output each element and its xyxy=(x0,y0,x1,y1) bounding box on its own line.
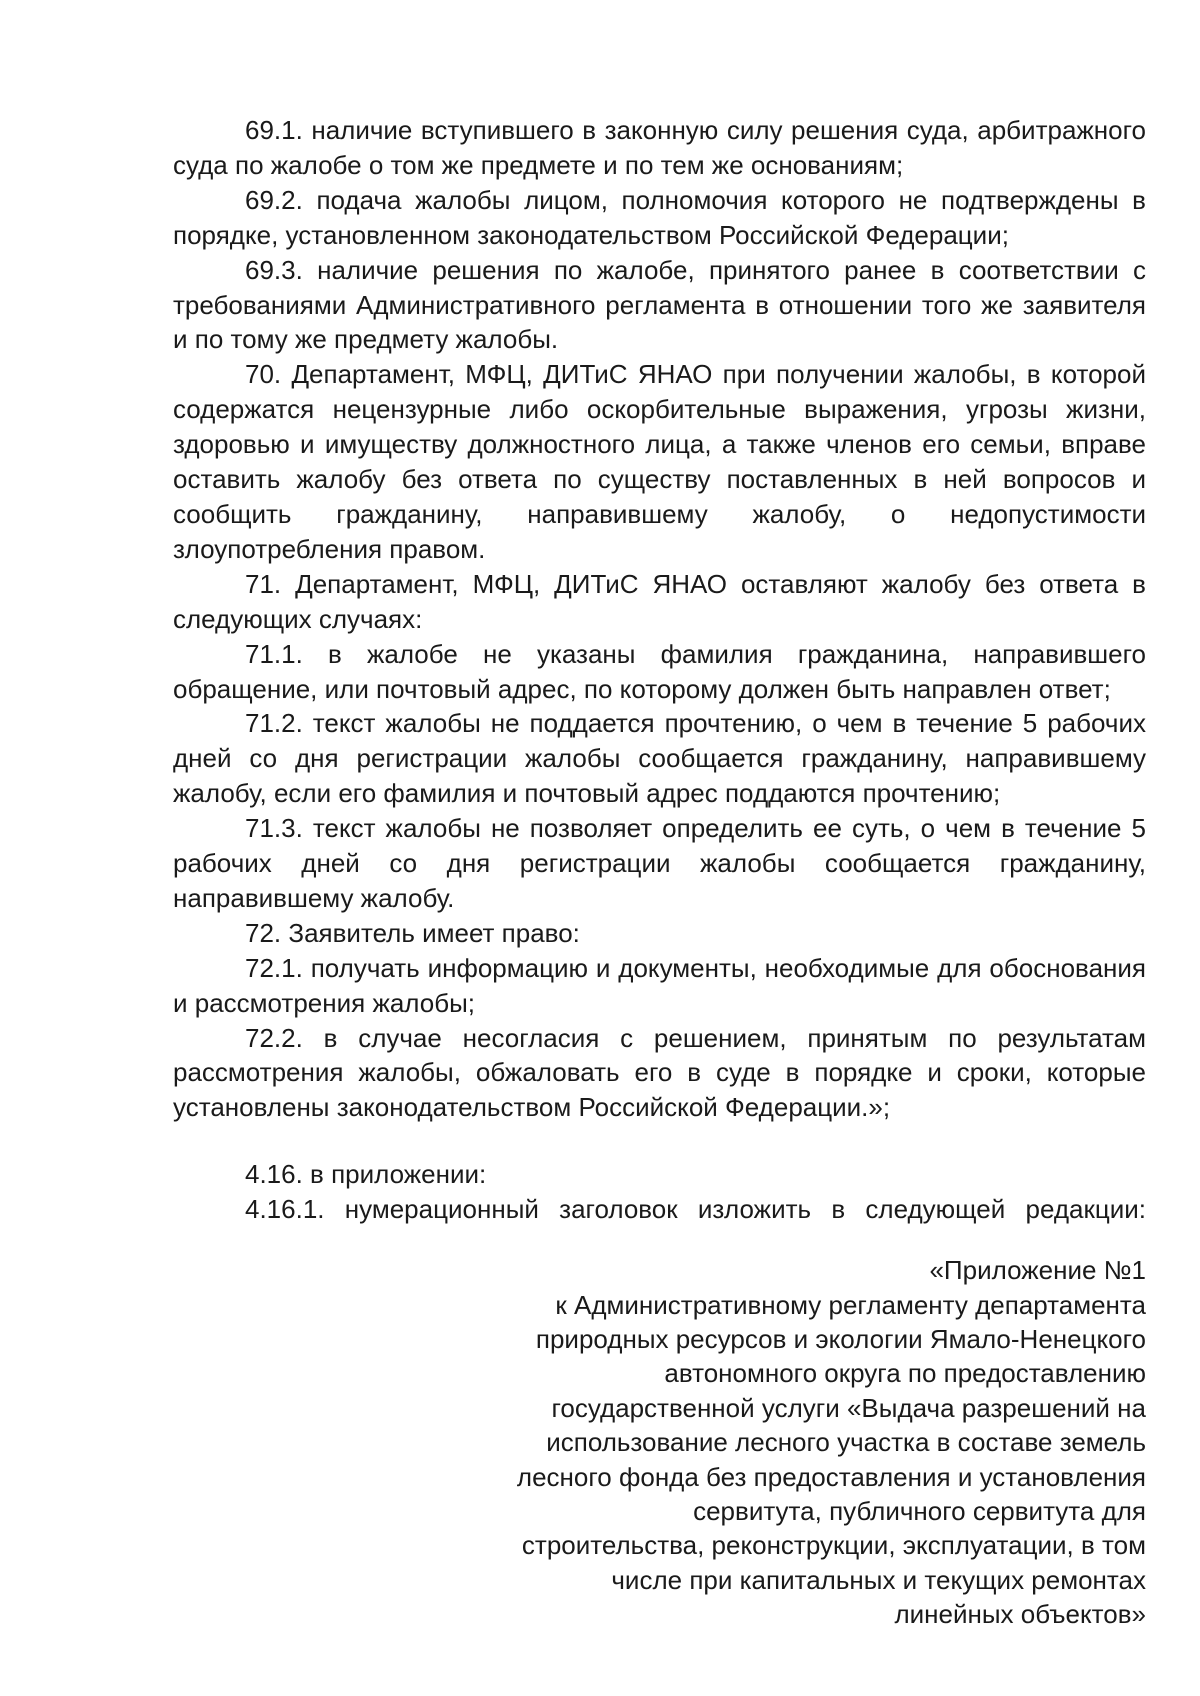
paragraph-71-2: 71.2. текст жалобы не поддается прочтению, о чем в течение 5 рабочих дней со дня регистрации жалобы сообщается гражданину, направившему жалобу, если его фамилия и почтовый адрес поддаются прочтению; xyxy=(173,708,1146,809)
paragraph-72-2: 72.2. в случае несогласия с решением, принятым по результатам рассмотрения жалобы, обжаловать его в суде в порядке и сроки, которые установлены законодательством Российской Федерации.»; xyxy=(173,1022,1146,1123)
paragraph-72-1: 72.1. получать информацию и документы, необходимые для обоснования и рассмотрения жалобы; xyxy=(173,952,1146,1018)
appendix-line: сервитута, публичного сервитута для xyxy=(693,1495,1146,1526)
paragraph-69-2: 69.2. подача жалобы лицом, полномочия которого не подтверждены в порядке, установленном законодательством Российской Федерации; xyxy=(173,184,1146,250)
appendix-line: линейных объектов» xyxy=(894,1599,1146,1630)
document-body xyxy=(173,113,1146,1632)
appendix-line: государственной услуги «Выдача разрешений на xyxy=(551,1392,1146,1423)
paragraph-gap xyxy=(173,1125,1146,1157)
paragraph-71-1: 71.1. в жалобе не указаны фамилия гражданина, направившего обращение, или почтовый адрес, по которому должен быть направлен ответ; xyxy=(173,638,1146,704)
appendix-line: строительства, реконструкции, эксплуатации, в том xyxy=(521,1530,1146,1561)
section-4-16-1: 4.16.1. нумерационный заголовок изложить в следующей редакции: xyxy=(245,1194,1146,1225)
paragraph-69-1: 69.1. наличие вступившего в законную силу решения суда, арбитражного суда по жалобе о том же предмете и по тем же основаниям; xyxy=(173,115,1146,180)
paragraph-70: 70. Департамент, МФЦ, ДИТиС ЯНАО при получении жалобы, в которой содержатся нецензурные либо оскорбительные выражения, угрозы жизни, здоровью и имуществу должностного лица, а также членов его семьи, вправе оставить жалобу без ответа по существу поставленных в ней вопросов и сообщить гражданину, направившему жалобу, о недопустимости злоупотребления правом. xyxy=(173,359,1146,564)
paragraph-71: 71. Департамент, МФЦ, ДИТиС ЯНАО оставляют жалобу без ответа в следующих случаях: xyxy=(173,568,1146,634)
appendix-line: к Административному регламенту департамента xyxy=(555,1289,1146,1320)
paragraph-72: 72. Заявитель имеет право: xyxy=(245,917,580,948)
paragraph-71-3: 71.3. текст жалобы не позволяет определить ее суть, о чем в течение 5 рабочих дней со дня регистрации жалобы сообщается гражданину, направившему жалобу. xyxy=(173,813,1146,913)
appendix-line: использование лесного участка в составе земель xyxy=(546,1427,1146,1458)
appendix-line: лесного фонда без предоставления и установления xyxy=(516,1461,1146,1492)
section-4-16: 4.16. в приложении: xyxy=(245,1159,487,1190)
appendix-line: числе при капитальных и текущих ремонтах xyxy=(611,1564,1146,1595)
paragraph-69-3: 69.3. наличие решения по жалобе, принятого ранее в соответствии с требованиями Административного регламента в отношении того же заявителя и по тому же предмету жалобы. xyxy=(173,254,1146,355)
appendix-header xyxy=(478,1253,1146,1631)
appendix-line: автономного округа по предоставлению xyxy=(664,1358,1146,1389)
appendix-line: природных ресурсов и экологии Ямало-Ненецкого xyxy=(535,1323,1146,1354)
appendix-line: «Приложение №1 xyxy=(929,1255,1146,1286)
